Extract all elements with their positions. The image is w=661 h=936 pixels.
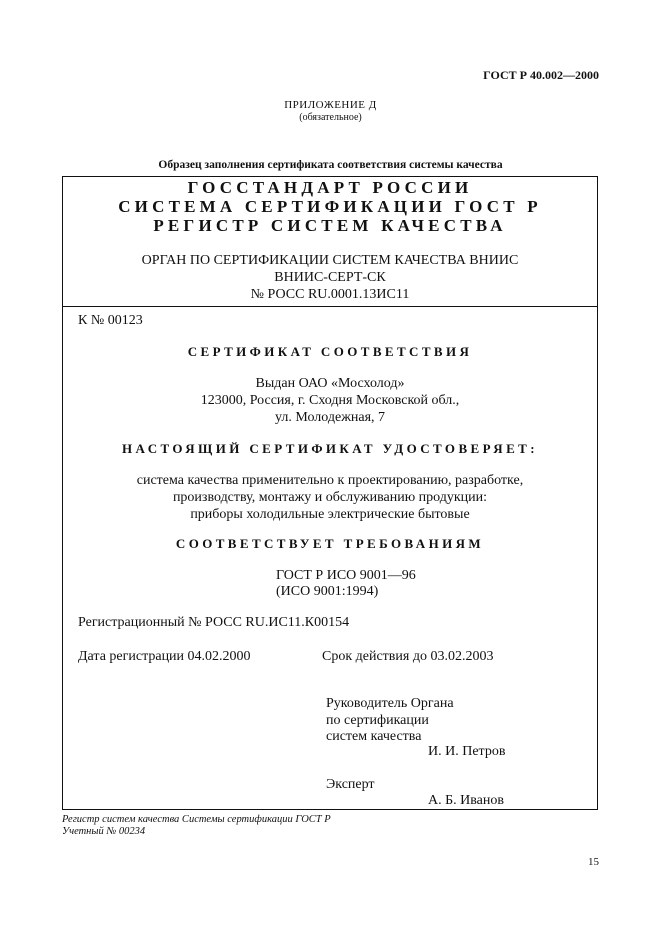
org-line-gosstandart: ГОССТАНДАРТ РОССИИ bbox=[187, 178, 473, 197]
registration-date: Дата регистрации 04.02.2000 bbox=[78, 649, 251, 664]
issued-to-line1: Выдан ОАО «Мосхолод» bbox=[255, 376, 405, 391]
org-line-register: РЕГИСТР СИСТЕМ КАЧЕСТВА bbox=[153, 216, 507, 235]
issued-to-line2: 123000, Россия, г. Сходня Московской обл., bbox=[200, 393, 460, 408]
registration-number: Регистрационный № РОСС RU.ИС11.К00154 bbox=[78, 615, 350, 630]
scope-line2: производству, монтажу и обслуживанию продукции: bbox=[172, 490, 488, 505]
footer-line2: Учетный № 00234 bbox=[62, 826, 146, 837]
certification-body-line3: № РОСС RU.0001.13ИС11 bbox=[250, 287, 410, 302]
scope-line1: система качества применительно к проектированию, разработке, bbox=[136, 473, 524, 488]
footer-line1: Регистр систем качества Системы сертификации ГОСТ Р bbox=[62, 814, 331, 825]
head-title-line2: по сертификации bbox=[326, 713, 429, 728]
scope-line3: приборы холодильные электрические бытовые bbox=[190, 507, 470, 522]
certification-body-line2: ВНИИС-СЕРТ-СК bbox=[274, 270, 386, 285]
footer-note bbox=[62, 814, 331, 838]
head-signatory-name: И. И. Петров bbox=[428, 744, 506, 759]
expert-label: Эксперт bbox=[326, 777, 375, 792]
certificate-title: СЕРТИФИКАТ СООТВЕТСТВИЯ bbox=[187, 344, 473, 359]
head-title-line1: Руководитель Органа bbox=[326, 696, 454, 711]
standard-line2: (ИСО 9001:1994) bbox=[276, 584, 379, 599]
sample-caption: Образец заполнения сертификата соответствия системы качества bbox=[158, 159, 503, 171]
standard-line1: ГОСТ Р ИСО 9001—96 bbox=[276, 568, 416, 583]
org-line-system: СИСТЕМА СЕРТИФИКАЦИИ ГОСТ Р bbox=[118, 197, 542, 216]
certification-body-line1: ОРГАН ПО СЕРТИФИКАЦИИ СИСТЕМ КАЧЕСТВА ВНИИС bbox=[141, 253, 519, 268]
head-title-line3: систем качества bbox=[326, 729, 422, 744]
certifies-heading: НАСТОЯЩИЙ СЕРТИФИКАТ УДОСТОВЕРЯЕТ: bbox=[122, 441, 538, 456]
certificate-divider bbox=[62, 306, 598, 307]
page-number: 15 bbox=[588, 856, 599, 868]
document-standard-code: ГОСТ Р 40.002—2000 bbox=[483, 68, 599, 82]
appendix-title: ПРИЛОЖЕНИЕ Д bbox=[284, 99, 377, 111]
appendix-note: (обязательное) bbox=[299, 112, 362, 123]
valid-until: Срок действия до 03.02.2003 bbox=[322, 649, 494, 664]
conforms-heading: СООТВЕТСТВУЕТ ТРЕБОВАНИЯМ bbox=[175, 536, 485, 551]
issued-to-line3: ул. Молодежная, 7 bbox=[274, 410, 386, 425]
expert-name: А. Б. Иванов bbox=[428, 793, 505, 808]
appendix-heading bbox=[0, 99, 661, 124]
certificate-number: К № 00123 bbox=[78, 313, 143, 328]
